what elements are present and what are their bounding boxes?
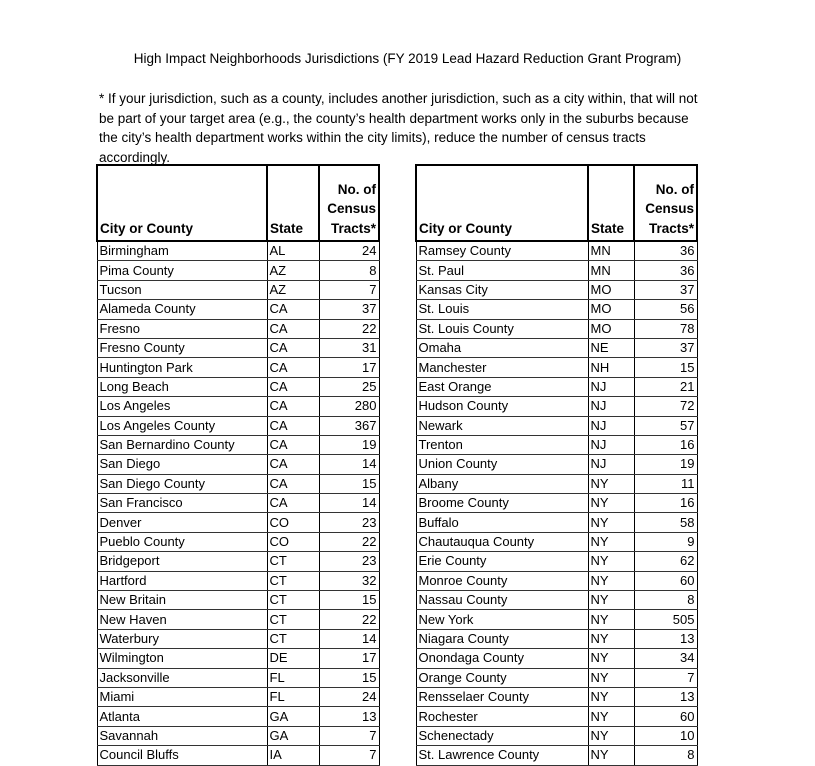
cell-city-or-county: St. Paul [416,261,588,280]
table-row [416,435,697,454]
cell-city-or-county: New York [416,610,588,629]
cell-city-or-county: Ramsey County [416,241,588,261]
table-row [97,358,379,377]
cell-census-tracts: 280 [319,397,379,416]
cell-city-or-county: Los Angeles County [97,416,267,435]
cell-city-or-county: Buffalo [416,513,588,532]
cell-census-tracts: 37 [319,300,379,319]
cell-city-or-county: Jacksonville [97,668,267,687]
cell-state: CA [267,397,319,416]
cell-census-tracts: 8 [319,261,379,280]
cell-state: CT [267,629,319,648]
cell-state: NE [588,338,634,357]
table-row [97,474,379,493]
cell-state: NY [588,649,634,668]
cell-census-tracts: 36 [634,261,697,280]
cell-census-tracts: 60 [634,571,697,590]
cell-state: MN [588,241,634,261]
cell-city-or-county: Chautauqua County [416,532,588,551]
table-row [416,377,697,396]
table-row [97,610,379,629]
tracts-header-line2: Census [645,201,694,216]
cell-state: NJ [588,435,634,454]
cell-state: NY [588,591,634,610]
jurisdictions-table-left [96,164,380,766]
cell-census-tracts: 56 [634,300,697,319]
cell-state: NJ [588,416,634,435]
cell-city-or-county: Orange County [416,668,588,687]
cell-state: CO [267,532,319,551]
cell-city-or-county: New Britain [97,591,267,610]
cell-state: IA [267,746,319,765]
document-title: High Impact Neighborhoods Jurisdictions (FY 2019 Lead Hazard Reduction Grant Program) [133,51,682,66]
cell-census-tracts: 367 [319,416,379,435]
cell-census-tracts: 505 [634,610,697,629]
cell-city-or-county: Fresno County [97,338,267,357]
table-row [416,300,697,319]
cell-city-or-county: Long Beach [97,377,267,396]
cell-state: NY [588,668,634,687]
column-header-city: City or County [416,165,588,241]
cell-census-tracts: 15 [634,358,697,377]
cell-city-or-county: Savannah [97,726,267,745]
table-row [97,513,379,532]
table-row [416,358,697,377]
cell-state: NY [588,707,634,726]
column-header-tracts [634,165,697,241]
cell-state: CA [267,338,319,357]
cell-state: CA [267,416,319,435]
cell-city-or-county: Albany [416,474,588,493]
cell-state: CA [267,300,319,319]
table-body-left [97,241,379,765]
cell-city-or-county: Birmingham [97,241,267,261]
cell-census-tracts: 7 [319,746,379,765]
cell-city-or-county: Miami [97,687,267,706]
cell-census-tracts: 78 [634,319,697,338]
cell-state: MN [588,261,634,280]
cell-census-tracts: 23 [319,513,379,532]
table-row [416,513,697,532]
cell-state: NY [588,629,634,648]
cell-state: NY [588,532,634,551]
cell-census-tracts: 57 [634,416,697,435]
cell-census-tracts: 60 [634,707,697,726]
column-header-state: State [267,165,319,241]
cell-state: NY [588,513,634,532]
cell-census-tracts: 15 [319,668,379,687]
cell-city-or-county: Los Angeles [97,397,267,416]
cell-city-or-county: Nassau County [416,591,588,610]
column-header-city: City or County [97,165,267,241]
cell-census-tracts: 37 [634,338,697,357]
cell-census-tracts: 13 [634,687,697,706]
cell-census-tracts: 13 [634,629,697,648]
table-row [97,707,379,726]
cell-state: FL [267,668,319,687]
cell-census-tracts: 11 [634,474,697,493]
table-row [416,338,697,357]
cell-census-tracts: 22 [319,532,379,551]
cell-state: CA [267,435,319,454]
cell-state: NY [588,494,634,513]
cell-city-or-county: Fresno [97,319,267,338]
table-row [97,280,379,299]
cell-census-tracts: 22 [319,610,379,629]
cell-state: FL [267,687,319,706]
cell-census-tracts: 17 [319,358,379,377]
cell-census-tracts: 36 [634,241,697,261]
cell-city-or-county: Onondaga County [416,649,588,668]
cell-city-or-county: San Diego [97,455,267,474]
cell-census-tracts: 8 [634,591,697,610]
cell-census-tracts: 17 [319,649,379,668]
cell-state: NY [588,687,634,706]
cell-city-or-county: Union County [416,455,588,474]
cell-state: NY [588,726,634,745]
cell-census-tracts: 14 [319,455,379,474]
table-row [416,397,697,416]
table-row [416,319,697,338]
cell-census-tracts: 34 [634,649,697,668]
jurisdictions-table-right [415,164,698,766]
table-row [416,474,697,493]
cell-city-or-county: Rensselaer County [416,687,588,706]
table-row [416,687,697,706]
cell-city-or-county: Omaha [416,338,588,357]
table-row [416,707,697,726]
cell-census-tracts: 7 [634,668,697,687]
tracts-header-line1: No. of [655,181,694,197]
cell-city-or-county: San Diego County [97,474,267,493]
cell-census-tracts: 15 [319,474,379,493]
table-row [97,455,379,474]
footnote-instructions: * If your jurisdiction, such as a county, includes another jurisdiction, such as a city within, that will not be part of your target area (e.g., the county’s health department works only in the suburbs because the city’s health department works within the city limits), reduce the number of census tracts accordingly. [99,91,698,165]
cell-city-or-county: Rochester [416,707,588,726]
cell-city-or-county: St. Lawrence County [416,746,588,765]
cell-census-tracts: 24 [319,687,379,706]
table-row [416,649,697,668]
cell-census-tracts: 15 [319,591,379,610]
cell-census-tracts: 16 [634,435,697,454]
cell-census-tracts: 10 [634,726,697,745]
cell-census-tracts: 24 [319,241,379,261]
cell-census-tracts: 25 [319,377,379,396]
cell-census-tracts: 37 [634,280,697,299]
cell-census-tracts: 19 [634,455,697,474]
table-row [97,494,379,513]
cell-city-or-county: Waterbury [97,629,267,648]
cell-city-or-county: Niagara County [416,629,588,648]
cell-city-or-county: Denver [97,513,267,532]
table-row [416,494,697,513]
table-row [97,591,379,610]
cell-state: CA [267,474,319,493]
cell-city-or-county: Pima County [97,261,267,280]
table-row [416,261,697,280]
tracts-header-line3: Tracts* [330,220,376,236]
cell-city-or-county: New Haven [97,610,267,629]
cell-state: NJ [588,377,634,396]
column-header-state: State [588,165,634,241]
table-row [97,319,379,338]
table-row [97,416,379,435]
cell-city-or-county: Atlanta [97,707,267,726]
table-row [97,552,379,571]
cell-state: AL [267,241,319,261]
cell-state: CA [267,377,319,396]
cell-census-tracts: 21 [634,377,697,396]
table-row [97,668,379,687]
table-row [416,746,697,765]
cell-state: CO [267,513,319,532]
cell-state: GA [267,726,319,745]
cell-census-tracts: 14 [319,494,379,513]
cell-census-tracts: 19 [319,435,379,454]
table-row [97,397,379,416]
cell-census-tracts: 13 [319,707,379,726]
cell-census-tracts: 16 [634,494,697,513]
table-row [97,241,379,261]
cell-state: MO [588,280,634,299]
cell-census-tracts: 8 [634,746,697,765]
cell-city-or-county: Trenton [416,435,588,454]
cell-city-or-county: Newark [416,416,588,435]
table-row [97,746,379,765]
cell-state: MO [588,319,634,338]
table-header-row [97,165,379,241]
table-row [97,629,379,648]
cell-city-or-county: Kansas City [416,280,588,299]
cell-city-or-county: Schenectady [416,726,588,745]
table-row [97,435,379,454]
cell-state: CA [267,319,319,338]
table-row [97,571,379,590]
table-row [416,532,697,551]
cell-census-tracts: 31 [319,338,379,357]
tracts-header-line1: No. of [337,181,376,197]
table-row [97,377,379,396]
cell-state: CA [267,358,319,377]
cell-state: GA [267,707,319,726]
cell-census-tracts: 14 [319,629,379,648]
cell-city-or-county: Hudson County [416,397,588,416]
table-row [416,416,697,435]
cell-city-or-county: Erie County [416,552,588,571]
cell-state: NJ [588,455,634,474]
cell-census-tracts: 22 [319,319,379,338]
cell-census-tracts: 23 [319,552,379,571]
cell-city-or-county: Council Bluffs [97,746,267,765]
cell-state: NY [588,474,634,493]
cell-state: AZ [267,280,319,299]
column-header-tracts [319,165,379,241]
cell-state: AZ [267,261,319,280]
table-row [416,552,697,571]
cell-city-or-county: Monroe County [416,571,588,590]
cell-state: CA [267,494,319,513]
cell-city-or-county: Alameda County [97,300,267,319]
cell-state: NY [588,552,634,571]
cell-state: CA [267,455,319,474]
table-row [97,338,379,357]
cell-state: CT [267,552,319,571]
cell-state: CT [267,571,319,590]
cell-state: NH [588,358,634,377]
tracts-header-line3: Tracts* [648,220,694,236]
cell-state: NJ [588,397,634,416]
cell-city-or-county: Hartford [97,571,267,590]
cell-city-or-county: Broome County [416,494,588,513]
cell-state: CT [267,591,319,610]
table-row [416,455,697,474]
table-row [416,280,697,299]
table-row [97,687,379,706]
cell-city-or-county: St. Louis [416,300,588,319]
cell-state: CT [267,610,319,629]
table-row [416,571,697,590]
cell-city-or-county: St. Louis County [416,319,588,338]
cell-city-or-county: San Francisco [97,494,267,513]
cell-state: NY [588,746,634,765]
table-row [416,668,697,687]
cell-census-tracts: 58 [634,513,697,532]
cell-state: NY [588,610,634,629]
table-row [97,726,379,745]
cell-census-tracts: 62 [634,552,697,571]
table-row [97,649,379,668]
cell-census-tracts: 32 [319,571,379,590]
cell-state: NY [588,571,634,590]
cell-city-or-county: San Bernardino County [97,435,267,454]
cell-city-or-county: Manchester [416,358,588,377]
table-header-row [416,165,697,241]
cell-census-tracts: 7 [319,726,379,745]
table-row [97,300,379,319]
tracts-header-line2: Census [327,201,376,216]
cell-city-or-county: Wilmington [97,649,267,668]
table-row [416,241,697,261]
cell-state: MO [588,300,634,319]
cell-city-or-county: East Orange [416,377,588,396]
cell-state: DE [267,649,319,668]
cell-city-or-county: Pueblo County [97,532,267,551]
cell-census-tracts: 7 [319,280,379,299]
table-row [416,610,697,629]
cell-city-or-county: Tucson [97,280,267,299]
cell-city-or-county: Bridgeport [97,552,267,571]
table-row [97,261,379,280]
table-body-right [416,241,697,765]
table-row [416,726,697,745]
table-row [416,629,697,648]
cell-city-or-county: Huntington Park [97,358,267,377]
cell-census-tracts: 72 [634,397,697,416]
cell-census-tracts: 9 [634,532,697,551]
table-row [97,532,379,551]
table-row [416,591,697,610]
